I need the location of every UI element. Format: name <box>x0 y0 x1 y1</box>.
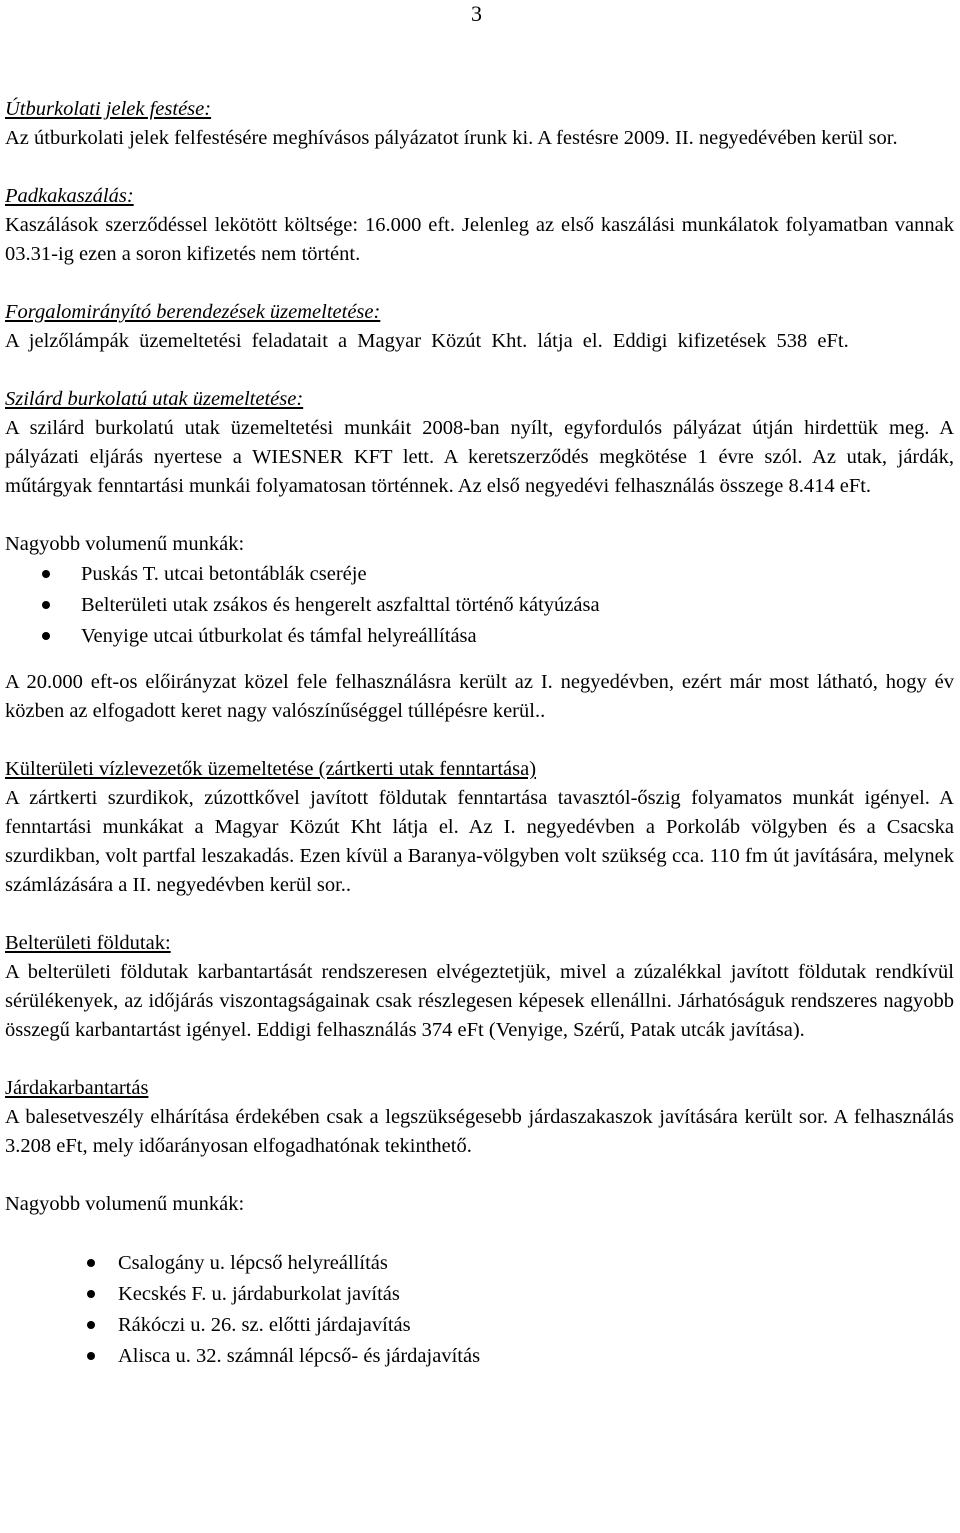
section-major-works-2 <box>5 1190 954 1372</box>
bullet-icon <box>42 601 50 609</box>
section-road-markings <box>5 95 954 153</box>
document-body <box>5 95 954 1372</box>
section-paragraph: A jelzőlámpák üzemeltetési feladatait a Magyar Közút Kht. látja el. Eddigi kifizetések 538 eFt. <box>5 330 849 352</box>
section-heading: Nagyobb volumenű munkák: <box>5 1193 245 1215</box>
bullet-icon <box>42 570 50 578</box>
section-paragraph: A 20.000 eft-os előirányzat közel fele felhasználásra került az I. negyedévben, ezért már most látható, hogy év közben az elfogadott keret nagy valószínűséggel túllépésre kerül.. <box>5 671 954 722</box>
list-item-text: Belterületi utak zsákos és hengerelt aszfalttal történő kátyúzása <box>81 594 600 616</box>
section-heading: Nagyobb volumenű munkák: <box>5 533 245 555</box>
list-item-text: Rákóczi u. 26. sz. előtti járdajavítás <box>118 1314 411 1336</box>
section-heading: Forgalomirányító berendezések üzemeltetése: <box>5 301 381 323</box>
bullet-icon <box>42 632 50 640</box>
section-outer-drainage <box>5 755 954 900</box>
section-heading: Útburkolati jelek festése: <box>5 98 212 120</box>
section-paved-roads <box>5 385 954 501</box>
list-item <box>5 1310 954 1341</box>
section-paragraph: Kaszálások szerződéssel lekötött költsége: 16.000 eft. Jelenleg az első kaszálási munkálatok folyamatban vannak 03.31-ig ezen a soron kifizetés nem történt. <box>5 214 954 265</box>
section-paragraph: A belterületi földutak karbantartását rendszeresen elvégeztetjük, mivel a zúzalékkal javított földutak rendkívül sérülékenyek, az időjárás viszontagságainak csak részlegesen képesek ellenállni. Járhatóságuk rendszeres nagyobb összegű karbantartást igényel. Eddigi felhasználás 374 eFt (Venyige, Szérű, Patak utcák javítása). <box>5 961 954 1041</box>
list-item <box>5 621 954 652</box>
list-item-text: Puskás T. utcai betontáblák cseréje <box>81 563 367 585</box>
list-item <box>5 1248 954 1279</box>
section-verge-mowing <box>5 182 954 269</box>
bullet-icon <box>87 1352 95 1360</box>
section-paragraph: A balesetveszély elhárítása érdekében csak a legszükségesebb járdaszakaszok javítására került sor. A felhasználás 3.208 eFt, mely időarányosan elfogadhatónak tekinthető. <box>5 1106 954 1157</box>
list-item <box>5 590 954 621</box>
list-item <box>5 1279 954 1310</box>
section-heading: Padkakaszálás: <box>5 185 134 207</box>
section-paragraph: A zártkerti szurdikok, zúzottkővel javított földutak fenntartása tavasztól-őszig folyamatos munkát igényel. A fenntartási munkákat a Magyar Közút Kht látja el. Az I. negyedévben a Porkoláb völgyben és a Csacska szurdikban, volt partfal leszakadás. Ezen kívül a Baranya-völgyben volt szükség cca. 110 fm út javítására, melynek számlázására a II. negyedévben kerül sor.. <box>5 787 954 896</box>
list-item-text: Alisca u. 32. számnál lépcső- és járdajavítás <box>118 1345 481 1367</box>
list-item-text: Csalogány u. lépcső helyreállítás <box>118 1252 388 1274</box>
bullet-icon <box>87 1290 95 1298</box>
section-heading: Külterületi vízlevezetők üzemeltetése (zártkerti utak fenntartása) <box>5 758 537 780</box>
bullet-icon <box>87 1321 95 1329</box>
section-major-works-1 <box>5 530 954 726</box>
list-item <box>5 1341 954 1372</box>
list-item <box>5 559 954 590</box>
list-item-text: Venyige utcai útburkolat és támfal helyreállítása <box>81 625 477 647</box>
section-heading: Járdakarbantartás <box>5 1077 149 1099</box>
section-traffic-control <box>5 298 954 356</box>
bullet-list <box>5 559 954 652</box>
section-inner-dirt-roads <box>5 929 954 1045</box>
list-item-text: Kecskés F. u. járdaburkolat javítás <box>118 1283 400 1305</box>
section-heading: Szilárd burkolatú utak üzemeltetése: <box>5 388 304 410</box>
section-paragraph: A szilárd burkolatú utak üzemeltetési munkáit 2008-ban nyílt, egyfordulós pályázat útján hirdettük meg. A pályázati eljárás nyertese a WIESNER KFT lett. A keretszerződés megkötése 1 évre szól. Az utak, járdák, műtárgyak fenntartási munkái folyamatosan történnek. Az első negyedévi felhasználás összege 8.414 eFt. <box>5 417 954 497</box>
section-sidewalk-maintenance <box>5 1074 954 1161</box>
bullet-icon <box>87 1259 95 1267</box>
section-paragraph: Az útburkolati jelek felfestésére meghívásos pályázatot írunk ki. A festésre 2009. II. negyedévében kerül sor. <box>5 127 898 149</box>
page-number: 3 <box>471 1 482 26</box>
section-heading: Belterületi földutak: <box>5 932 171 954</box>
bullet-list <box>5 1248 954 1372</box>
